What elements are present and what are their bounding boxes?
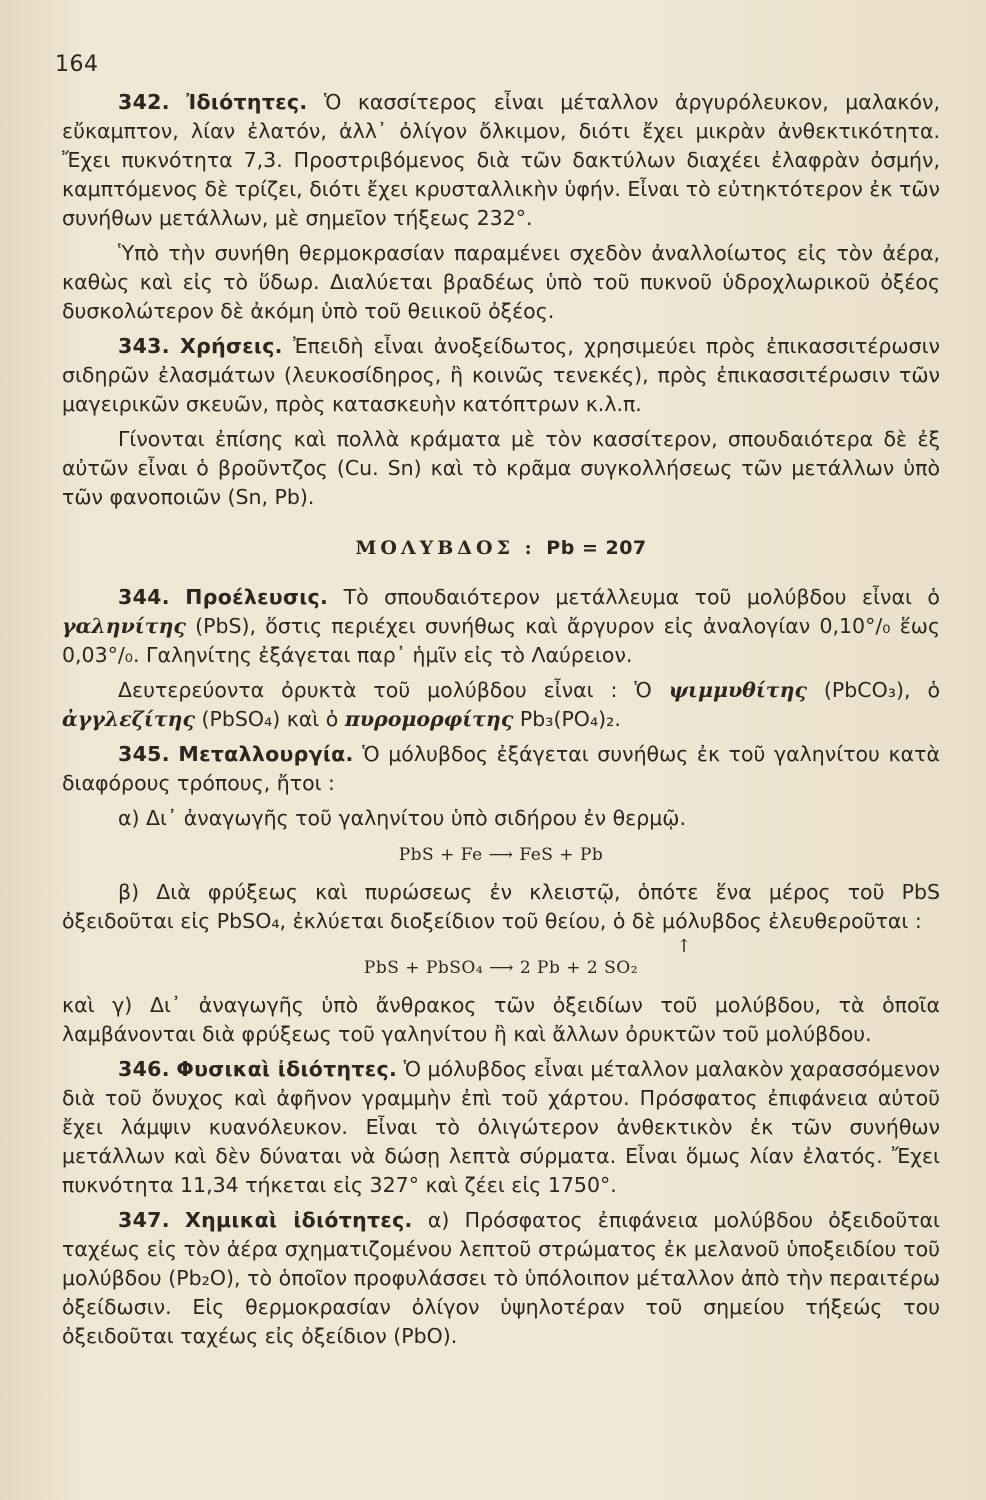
paragraph-text: Ὁ μόλυβδος ἐξάγεται συνήθως ἐκ τοῦ γαληνίτου κατὰ διαφόρους τρόπους, ἤτοι : [62, 742, 940, 795]
mineral-name: ἀγγλεζίτης [62, 707, 195, 731]
section-heading: Ἰδιότητες. [186, 90, 308, 114]
page-number: 164 [55, 52, 99, 77]
mineral-name: γαληνίτης [62, 614, 186, 638]
section-heading: Φυσικαὶ ἰδιότητες. [176, 1057, 398, 1081]
equation-1: PbS + Fe ⟶ FeS + Pb [398, 845, 604, 865]
section-heading: Μεταλλουργία. [178, 742, 354, 766]
list-item-c: καὶ γ) Δι᾽ ἀναγωγῆς ὑπὸ ἄνθρακος τῶν ὀξειδίων τοῦ μολύβδου, τὰ ὁποῖα λαμβάνονται διὰ φρύξεως τοῦ γαληνίτου ἢ καὶ ἄλλων ὀρυκτῶν τοῦ μολύβδου. [62, 993, 940, 1046]
section-heading: Χρήσεις. [179, 334, 283, 358]
paragraph-345 [62, 740, 940, 798]
paragraph-344 [62, 583, 940, 670]
paragraph-text: ὁ [927, 678, 940, 702]
chapter-formula: Pb = 207 [546, 537, 647, 559]
section-number: 343. [118, 334, 170, 358]
paragraph-342-b: Ὑπὸ τὴν συνήθη θερμοκρασίαν παραμένει σχεδὸν ἀναλλοίωτος εἰς τὸν ἀέρα, καθὼς καὶ εἰς τὸ ὕδωρ. Διαλύεται βραδέως ὑπὸ τοῦ πυκνοῦ ὑδροχλωρικοῦ ὀξέος δυσκολώτερον δὲ ἀκόμη ὑπὸ τοῦ θειικοῦ ὀξέος. [62, 241, 940, 323]
paragraph-text: Ὁ μόλυβδος εἶναι μέταλλον μαλακὸν χαρασσόμενον διὰ τοῦ ὄνυχος καὶ ἀφῆνον γραμμὴν ἐπὶ τοῦ χάρτου. Πρόσφατος ἐπιφάνεια αὐτοῦ ἔχει λάμψιν κυανόλευκον. Εἶναι τὸ ὀλιγώτερον ἀνθεκτικὸν ἐκ τῶν συνήθων μετάλλων καὶ δὲν δύναται νὰ δώσῃ λεπτὰ σύρματα. Εἶναι ὅμως λίαν ἐλατός. Ἔχει πυκνότητα 11,34 τήκεται εἰς 327° καὶ ζέει εἰς 1750°. [62, 1057, 940, 1197]
equation-2: PbS + PbSO₄ ⟶ 2 Pb + 2 SO₂ [363, 958, 639, 978]
gas-arrow-icon: ↑ [676, 936, 692, 957]
paragraph-347 [62, 1206, 940, 1351]
section-number: 347. [118, 1208, 170, 1232]
paragraph-text: Ἐπειδὴ εἶναι ἀνοξείδωτος, χρησιμεύει πρὸς ἐπικασσιτέρωσιν σιδηρῶν ἐλασμάτων (λευκοσίδηρος, ἢ κοινῶς τενεκές), πρὸς ἐπικασσιτέρωσιν τῶν μαγειρικῶν σκευῶν, πρὸς κατασκευὴν κατόπτρων κ.λ.π. [62, 334, 940, 416]
list-item-a: α) Δι᾽ ἀναγωγῆς τοῦ γαληνίτου ὑπὸ σιδήρου ἐν θερμῷ. [118, 806, 686, 830]
section-number: 344. [118, 585, 170, 609]
paragraph-text: (PbSO₄) καὶ ὁ [201, 707, 339, 731]
paragraph-text: α) Πρόσφατος ἐπιφάνεια μολύβδου ὀξειδοῦται ταχέως εἰς τὸν ἀέρα σχηματιζομένου λεπτοῦ στρώματος ἐκ μελανοῦ ὑποξειδίου τοῦ μολύβδου (Pb₂O), τὸ ὁποῖον προφυλάσσει τὸ ὑπόλοιπον μέταλλον ἀπὸ τὴν περαιτέρω ὀξείδωσιν. Εἰς θερμοκρασίαν ὀλίγον ὑψηλοτέραν τοῦ σημείου τήξεώς του ὀξειδοῦται ταχέως εἰς ὀξείδιον (PbO). [62, 1208, 940, 1348]
mineral-name: ψιμμυθίτης [668, 678, 807, 702]
paragraph-343-b: Γίνονται ἐπίσης καὶ πολλὰ κράματα μὲ τὸν κασσίτερον, σπουδαιότερα δὲ ἐξ αὐτῶν εἶναι ὁ βροῦντζος (Cu. Sn) καὶ τὸ κρᾶμα συγκολλήσεως τῶν μετάλλων ὑπὸ τῶν φανοποιῶν (Sn, Pb). [62, 427, 940, 509]
section-number: 345. [118, 742, 170, 766]
section-heading: Προέλευσις. [185, 585, 329, 609]
page-body [62, 88, 940, 1357]
section-number: 346. [118, 1057, 170, 1081]
equation-2-wrapper [62, 936, 940, 983]
paragraph-text: Pb₃(PO₄)₂. [519, 707, 621, 731]
paragraph-346 [62, 1055, 940, 1200]
paragraph-text: Ὁ κασσίτερος εἶναι μέταλλον ἀργυρόλευκον, μαλακόν, εὔκαμπτον, λίαν ἐλατόν, ἀλλ᾽ ὀλίγον ὄλκιμον, διότι ἔχει μικρὰν ἀνθεκτικότητα. Ἔχει πυκνότητα 7,3. Προστριβόμενος διὰ τῶν δακτύλων διαχέει ἐλαφρὰν ὀσμήν, καμπτόμενος δὲ τρίζει, διότι ἔχει κρυσταλλικὴν ὑφήν. Εἶναι τὸ εὐτηκτότερον ἐκ τῶν συνήθων μετάλλων, μὲ σημεῖον τήξεως 232°. [62, 90, 940, 230]
list-item-b: β) Διὰ φρύξεως καὶ πυρώσεως ἐν κλειστῷ, ὁπότε ἕνα μέρος τοῦ PbS ὀξειδοῦται εἰς PbSO₄, ἐκλύεται διοξείδιον τοῦ θείου, ὁ δὲ μόλυβδος ἐλευθεροῦται : [62, 880, 940, 933]
paragraph-344-b [62, 676, 940, 734]
paragraph-343 [62, 332, 940, 419]
paragraph-342 [62, 88, 940, 233]
paragraph-text: (PbCO₃), [823, 678, 911, 702]
chapter-title: ΜΟΛΥΒΔΟΣ : [355, 537, 536, 559]
paragraph-text: Τὸ σπουδαιότερον μετάλλευμα τοῦ μολύβδου εἶναι ὁ [343, 585, 940, 609]
paragraph-text: (PbS), ὅστις περιέχει συνήθως καὶ ἄργυρον εἰς ἀναλογίαν 0,10°/₀ ἕως 0,03°/₀. Γαληνίτης ἐξάγεται παρ᾽ ἡμῖν εἰς τὸ Λαύρειον. [62, 614, 940, 667]
section-heading: Χημικαὶ ἰδιότητες. [185, 1208, 413, 1232]
chapter-heading-lead [62, 534, 940, 563]
paragraph-text: Δευτερεύοντα ὀρυκτὰ τοῦ μολύβδου εἶναι : Ὁ [118, 678, 652, 702]
section-number: 342. [118, 90, 170, 114]
mineral-name: πυρομορφίτης [344, 707, 514, 731]
